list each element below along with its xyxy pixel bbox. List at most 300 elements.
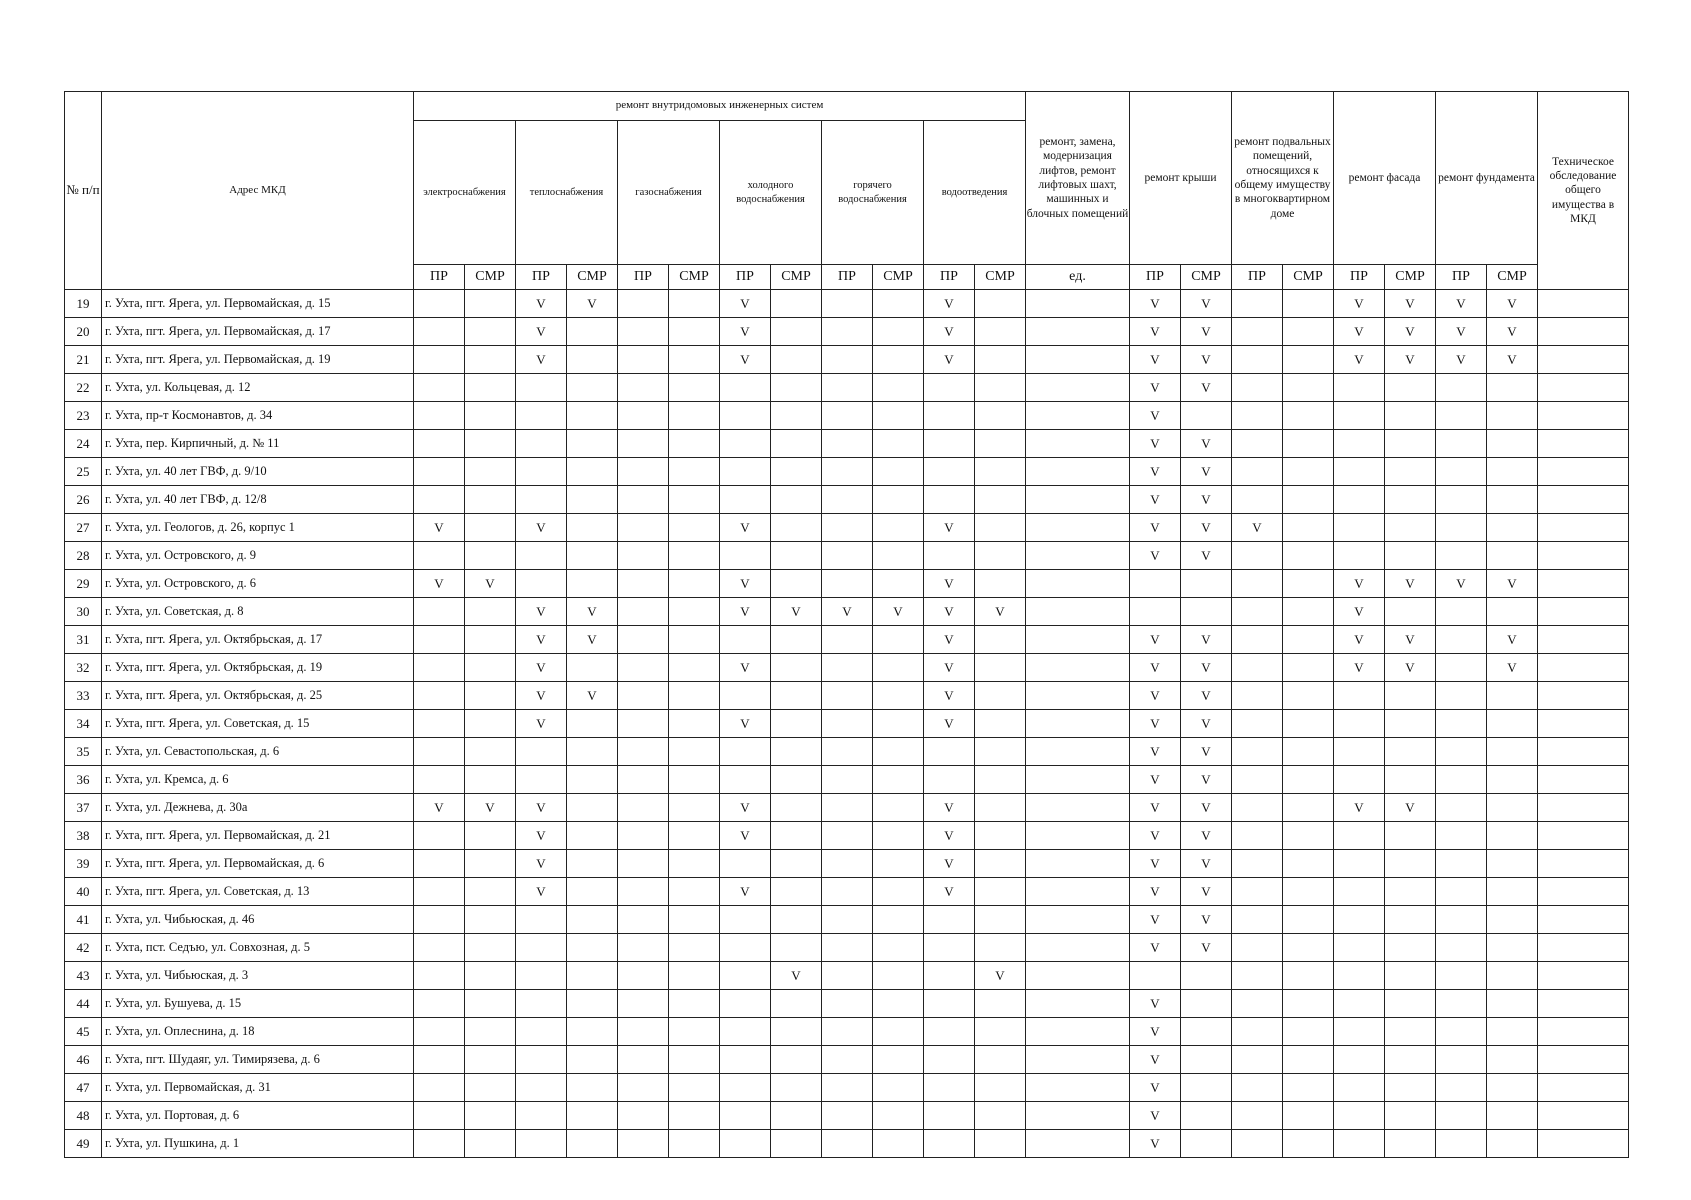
cell-fac-pr: V [1334,290,1385,318]
cell-fnd-smr [1487,374,1538,402]
cell-gas-smr [669,1102,720,1130]
cell-heat-smr [567,402,618,430]
cell-el-smr [465,290,516,318]
cell-cold-pr: V [720,794,771,822]
cell-lift [1026,850,1130,878]
row-number: 47 [65,1074,102,1102]
row-number: 34 [65,710,102,738]
cell-heat-smr: V [567,598,618,626]
cell-fnd-pr [1436,654,1487,682]
cell-fac-smr: V [1385,290,1436,318]
cell-cold-smr [771,318,822,346]
cell-drain-pr: V [924,710,975,738]
cell-fnd-pr [1436,458,1487,486]
cell-fnd-pr [1436,962,1487,990]
cell-el-smr: V [465,570,516,598]
cell-cold-smr [771,822,822,850]
cell-el-smr [465,822,516,850]
cell-gas-smr [669,458,720,486]
cell-base-smr [1283,990,1334,1018]
cell-fnd-smr [1487,710,1538,738]
cell-fac-pr: V [1334,598,1385,626]
cell-inspect [1538,458,1629,486]
cell-fac-smr [1385,514,1436,542]
cell-roof-pr: V [1130,290,1181,318]
row-address: г. Ухта, пгт. Ярега, ул. Октябрьская, д. 17 [102,626,414,654]
cell-base-smr [1283,738,1334,766]
cell-roof-pr: V [1130,934,1181,962]
cell-gas-pr [618,934,669,962]
cell-hot-smr [873,906,924,934]
cell-fac-smr [1385,710,1436,738]
cell-cold-pr: V [720,710,771,738]
cell-gas-pr [618,626,669,654]
cell-roof-pr [1130,962,1181,990]
cell-hot-pr [822,374,873,402]
cell-base-smr [1283,1130,1334,1158]
cell-heat-pr [516,934,567,962]
cell-gas-pr [618,794,669,822]
cell-hot-pr [822,458,873,486]
cell-drain-smr [975,1046,1026,1074]
cell-fac-smr [1385,486,1436,514]
cell-cold-pr [720,430,771,458]
cell-fnd-smr [1487,990,1538,1018]
cell-el-pr [414,1018,465,1046]
cell-fac-smr [1385,934,1436,962]
row-number: 23 [65,402,102,430]
cell-drain-pr [924,1074,975,1102]
cell-heat-smr [567,346,618,374]
cell-heat-pr [516,1018,567,1046]
cell-base-smr [1283,486,1334,514]
cell-inspect [1538,1018,1629,1046]
cell-fnd-smr: V [1487,570,1538,598]
cell-roof-smr: V [1181,934,1232,962]
cell-roof-smr: V [1181,542,1232,570]
cell-base-pr [1232,430,1283,458]
cell-drain-pr: V [924,570,975,598]
cell-gas-pr [618,598,669,626]
header-unit: ед. [1026,265,1130,290]
cell-fac-pr: V [1334,346,1385,374]
row-number: 30 [65,598,102,626]
cell-drain-pr [924,962,975,990]
cell-fnd-pr [1436,990,1487,1018]
cell-base-pr [1232,934,1283,962]
cell-base-smr [1283,822,1334,850]
cell-fac-smr [1385,850,1436,878]
cell-gas-pr [618,318,669,346]
cell-fnd-smr: V [1487,626,1538,654]
table-row [65,626,1629,654]
cell-hot-smr [873,458,924,486]
header-roof: ремонт крыши [1130,92,1232,265]
header-smr: СМР [465,265,516,290]
row-address: г. Ухта, пгт. Ярега, ул. Октябрьская, д. 19 [102,654,414,682]
cell-heat-smr [567,878,618,906]
cell-base-pr [1232,346,1283,374]
row-address: г. Ухта, ул. Островского, д. 6 [102,570,414,598]
cell-cold-pr: V [720,346,771,374]
table-row [65,290,1629,318]
header-foundation: ремонт фундамента [1436,92,1538,265]
header-system-electric: электроснабжения [414,121,516,265]
cell-drain-smr [975,1018,1026,1046]
header-pr: ПР [1130,265,1181,290]
cell-roof-pr: V [1130,906,1181,934]
table-row [65,430,1629,458]
cell-base-pr [1232,318,1283,346]
cell-fnd-pr [1436,906,1487,934]
cell-fnd-pr [1436,542,1487,570]
header-system-cold-water: холодного водоснабжения [720,121,822,265]
cell-lift [1026,374,1130,402]
cell-cold-smr [771,374,822,402]
cell-gas-smr [669,374,720,402]
cell-gas-smr [669,290,720,318]
cell-base-pr [1232,1018,1283,1046]
cell-inspect [1538,542,1629,570]
cell-drain-smr [975,430,1026,458]
cell-cold-smr [771,626,822,654]
cell-base-pr [1232,990,1283,1018]
cell-el-smr: V [465,794,516,822]
cell-gas-smr [669,1130,720,1158]
cell-el-smr [465,430,516,458]
cell-cold-smr [771,990,822,1018]
cell-heat-pr [516,990,567,1018]
cell-hot-pr [822,402,873,430]
cell-el-smr [465,486,516,514]
row-number: 38 [65,822,102,850]
cell-cold-pr [720,1130,771,1158]
cell-el-smr [465,458,516,486]
table-row [65,1046,1629,1074]
table-row [65,906,1629,934]
header-smr: СМР [1283,265,1334,290]
cell-el-smr [465,598,516,626]
cell-cold-pr [720,1046,771,1074]
row-address: г. Ухта, ул. Пушкина, д. 1 [102,1130,414,1158]
cell-roof-smr: V [1181,430,1232,458]
cell-hot-smr [873,1018,924,1046]
cell-drain-pr [924,1046,975,1074]
cell-fac-smr [1385,430,1436,458]
cell-cold-smr [771,934,822,962]
cell-drain-smr [975,822,1026,850]
cell-fac-pr [1334,710,1385,738]
cell-cold-smr [771,906,822,934]
cell-fac-pr [1334,1130,1385,1158]
cell-fac-smr [1385,878,1436,906]
cell-fac-pr [1334,402,1385,430]
cell-roof-pr: V [1130,514,1181,542]
table-row [65,1018,1629,1046]
cell-lift [1026,1074,1130,1102]
cell-hot-smr [873,710,924,738]
cell-inspect [1538,1130,1629,1158]
cell-roof-smr [1181,1046,1232,1074]
row-number: 33 [65,682,102,710]
table-row [65,682,1629,710]
cell-heat-pr [516,486,567,514]
cell-el-pr [414,346,465,374]
cell-hot-pr [822,710,873,738]
cell-fnd-smr [1487,1102,1538,1130]
cell-lift [1026,710,1130,738]
cell-fac-pr [1334,542,1385,570]
cell-heat-pr: V [516,682,567,710]
cell-gas-pr [618,430,669,458]
cell-el-pr [414,710,465,738]
cell-el-pr [414,850,465,878]
row-number: 27 [65,514,102,542]
cell-fnd-smr [1487,1074,1538,1102]
cell-fnd-smr [1487,430,1538,458]
cell-gas-smr [669,1046,720,1074]
cell-drain-smr [975,1102,1026,1130]
cell-hot-smr [873,878,924,906]
cell-cold-smr [771,850,822,878]
cell-cold-pr [720,906,771,934]
cell-drain-pr: V [924,318,975,346]
cell-hot-smr [873,626,924,654]
cell-roof-smr: V [1181,486,1232,514]
cell-inspect [1538,290,1629,318]
cell-fac-pr [1334,990,1385,1018]
cell-drain-pr [924,430,975,458]
cell-el-smr [465,654,516,682]
cell-hot-pr [822,542,873,570]
cell-hot-smr [873,962,924,990]
cell-base-pr [1232,542,1283,570]
cell-fac-smr [1385,990,1436,1018]
cell-roof-pr: V [1130,430,1181,458]
header-smr: СМР [1487,265,1538,290]
cell-hot-pr [822,794,873,822]
table-row [65,962,1629,990]
cell-drain-pr: V [924,626,975,654]
cell-inspect [1538,710,1629,738]
row-address: г. Ухта, пгт. Ярега, ул. Советская, д. 15 [102,710,414,738]
cell-heat-smr [567,458,618,486]
cell-el-pr [414,1074,465,1102]
cell-heat-pr [516,1046,567,1074]
cell-fnd-pr [1436,402,1487,430]
cell-el-smr [465,850,516,878]
cell-roof-smr: V [1181,906,1232,934]
cell-el-pr [414,934,465,962]
cell-drain-smr [975,850,1026,878]
cell-cold-smr [771,794,822,822]
cell-cold-pr [720,486,771,514]
cell-fnd-pr [1436,374,1487,402]
header-pr: ПР [1334,265,1385,290]
cell-heat-pr: V [516,654,567,682]
cell-heat-pr: V [516,598,567,626]
header-pr: ПР [1436,265,1487,290]
cell-fac-smr [1385,1018,1436,1046]
row-address: г. Ухта, пгт. Шудаяг, ул. Тимирязева, д. 6 [102,1046,414,1074]
cell-drain-pr [924,486,975,514]
cell-roof-pr: V [1130,346,1181,374]
cell-heat-smr [567,1102,618,1130]
header-facade: ремонт фасада [1334,92,1436,265]
repair-schedule-table [64,91,1629,1158]
cell-hot-pr [822,486,873,514]
header-pr: ПР [924,265,975,290]
cell-base-smr [1283,1018,1334,1046]
cell-base-pr [1232,738,1283,766]
cell-gas-smr [669,710,720,738]
header-system-hot-water: горячего водоснабжения [822,121,924,265]
cell-hot-pr [822,962,873,990]
table-row [65,486,1629,514]
cell-gas-pr [618,682,669,710]
cell-gas-smr [669,542,720,570]
cell-cold-smr [771,1102,822,1130]
cell-gas-pr [618,346,669,374]
cell-fac-smr [1385,374,1436,402]
cell-roof-smr: V [1181,458,1232,486]
cell-el-smr [465,1046,516,1074]
row-number: 35 [65,738,102,766]
cell-inspect [1538,682,1629,710]
header-smr: СМР [1181,265,1232,290]
header-pr: ПР [1232,265,1283,290]
cell-heat-smr [567,1018,618,1046]
cell-roof-smr: V [1181,794,1232,822]
header-lifts: ремонт, замена, модернизация лифтов, ремонт лифтовых шахт, машинных и блочных помещений [1026,92,1130,265]
cell-heat-pr: V [516,290,567,318]
cell-hot-smr [873,1074,924,1102]
cell-cold-pr [720,766,771,794]
cell-el-smr [465,626,516,654]
cell-roof-pr: V [1130,1130,1181,1158]
cell-inspect [1538,1074,1629,1102]
cell-base-smr [1283,654,1334,682]
row-address: г. Ухта, ул. Севастопольская, д. 6 [102,738,414,766]
cell-fnd-pr [1436,1074,1487,1102]
cell-base-pr [1232,682,1283,710]
cell-drain-pr [924,1018,975,1046]
cell-el-pr [414,878,465,906]
cell-gas-smr [669,738,720,766]
cell-drain-pr [924,766,975,794]
cell-lift [1026,1046,1130,1074]
cell-drain-smr [975,878,1026,906]
cell-heat-pr: V [516,794,567,822]
cell-el-smr [465,710,516,738]
cell-el-smr [465,374,516,402]
cell-inspect [1538,878,1629,906]
table-row [65,990,1629,1018]
cell-gas-smr [669,570,720,598]
row-address: г. Ухта, ул. 40 лет ГВФ, д. 9/10 [102,458,414,486]
cell-gas-pr [618,486,669,514]
cell-fac-pr [1334,738,1385,766]
cell-heat-pr [516,906,567,934]
cell-heat-smr [567,906,618,934]
cell-hot-smr [873,794,924,822]
cell-base-pr [1232,822,1283,850]
cell-heat-smr [567,962,618,990]
row-number: 46 [65,1046,102,1074]
cell-roof-smr: V [1181,682,1232,710]
row-number: 26 [65,486,102,514]
cell-gas-smr [669,318,720,346]
cell-fac-smr [1385,1046,1436,1074]
cell-roof-pr [1130,570,1181,598]
cell-roof-pr: V [1130,850,1181,878]
cell-fnd-pr [1436,514,1487,542]
cell-drain-smr [975,682,1026,710]
row-number: 44 [65,990,102,1018]
row-address: г. Ухта, пгт. Ярега, ул. Первомайская, д. 17 [102,318,414,346]
cell-fac-pr [1334,1018,1385,1046]
header-pr: ПР [414,265,465,290]
header-smr: СМР [669,265,720,290]
cell-inspect [1538,374,1629,402]
cell-roof-smr: V [1181,626,1232,654]
table-row [65,318,1629,346]
cell-hot-smr [873,990,924,1018]
row-address: г. Ухта, пгт. Ярега, ул. Первомайская, д. 21 [102,822,414,850]
cell-lift [1026,318,1130,346]
cell-roof-smr: V [1181,514,1232,542]
cell-cold-smr [771,1046,822,1074]
cell-gas-pr [618,878,669,906]
cell-cold-smr: V [771,598,822,626]
cell-fac-smr [1385,822,1436,850]
header-inspection: Техническое обследование общего имущества в МКД [1538,92,1629,290]
table-header [65,92,1629,290]
cell-hot-pr [822,1046,873,1074]
table-row [65,1102,1629,1130]
cell-hot-smr [873,374,924,402]
cell-roof-smr [1181,402,1232,430]
cell-fac-smr: V [1385,570,1436,598]
cell-lift [1026,934,1130,962]
header-system-gas: газоснабжения [618,121,720,265]
cell-hot-pr [822,878,873,906]
cell-base-smr [1283,290,1334,318]
cell-base-smr [1283,570,1334,598]
cell-inspect [1538,934,1629,962]
cell-gas-smr [669,766,720,794]
header-smr: СМР [975,265,1026,290]
cell-fac-pr: V [1334,318,1385,346]
cell-gas-smr [669,990,720,1018]
table-row [65,794,1629,822]
cell-roof-smr: V [1181,878,1232,906]
cell-heat-smr [567,654,618,682]
cell-el-pr [414,318,465,346]
cell-drain-pr [924,458,975,486]
cell-el-pr [414,374,465,402]
cell-roof-smr: V [1181,290,1232,318]
cell-lift [1026,514,1130,542]
cell-inspect [1538,486,1629,514]
cell-drain-pr [924,906,975,934]
cell-base-pr [1232,486,1283,514]
cell-fac-smr: V [1385,794,1436,822]
cell-el-pr [414,1130,465,1158]
cell-cold-pr [720,542,771,570]
cell-gas-smr [669,654,720,682]
cell-base-pr [1232,962,1283,990]
